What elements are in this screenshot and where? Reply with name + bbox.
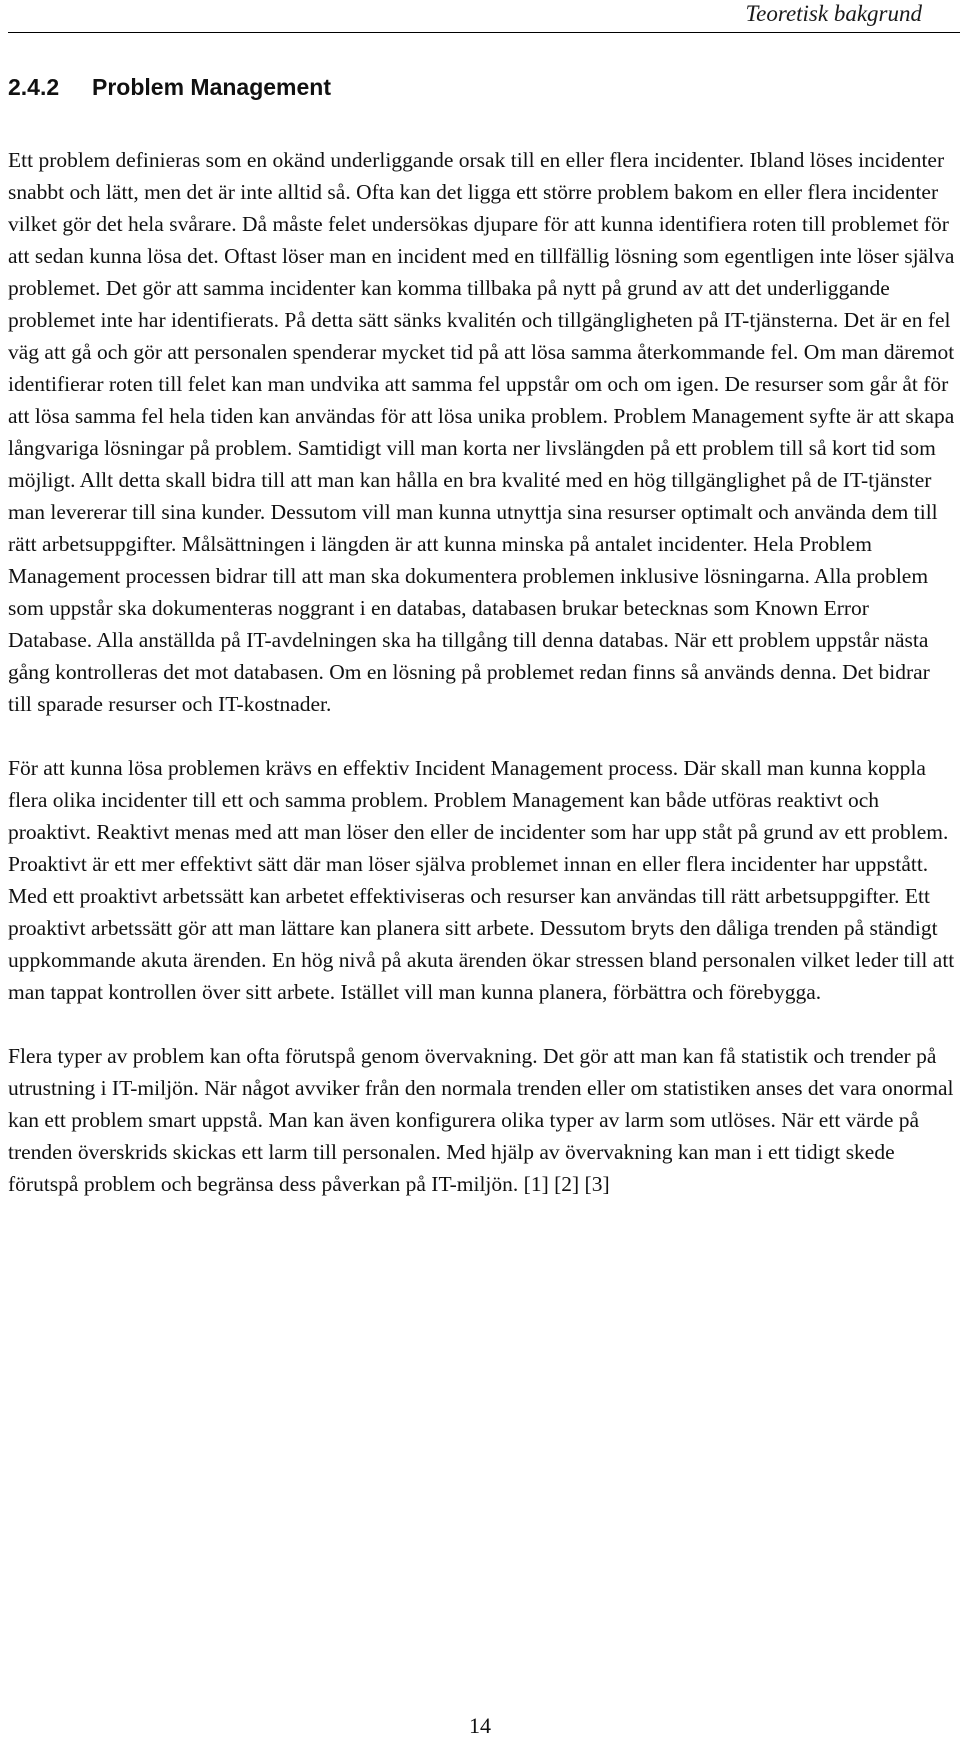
paragraph-1: Ett problem definieras som en okänd underliggande orsak till en eller flera incidenter. Ibland löses incidenter snabbt och lätt, men det är inte alltid så. Ofta kan det ligga ett större problem bakom en eller flera incidenter vilket gör det hela svårare. Då måste felet undersökas djupare för att kunna identifiera roten till problemet för att sedan kunna lösa det. Oftast löser man en incident med en tillfällig lösning som egentligen inte löser själva problemet. Det gör att samma incidenter kan komma tillbaka på nytt på grund av att det underliggande problemet inte har identifierats. På detta sätt sänks kvalitén och tillgängligheten på IT-tjänsterna. Det är en fel väg att gå och gör att personalen spenderar mycket tid på att lösa samma återkommande fel. Om man däremot identifierar roten till felet kan man undvika att samma fel uppstår om och om igen. De resurser som går åt för att lösa samma fel hela tiden kan användas för att lösa unika problem. Problem Management syfte är att skapa långvariga lösningar på problem. Samtidigt vill man korta ner livslängden på ett problem till så kort tid som möjligt. Allt detta skall bidra till att man kan hålla en bra kvalité med en hög tillgänglighet på de IT-tjänster man levererar till sina kunder. Dessutom vill man kunna utnyttja sina resurser optimalt och använda dem till rätt arbetsuppgifter. Målsättningen i längden är att kunna minska på antalet incidenter. Hela Problem Management processen bidrar till att man ska dokumentera problemen inklusive lösningarna. Alla problem som uppstår ska dokumenteras noggrant i en databas, databasen brukar betecknas som Known Error Database. Alla anställda på IT-avdelningen ska ha tillgång till denna databas. När ett problem uppstår nästa gång kontrolleras det mot databasen. Om en lösning på problemet redan finns så används denna. Det bidrar till sparade resurser och IT-kostnader.	[8, 148, 955, 716]
paragraph-2: För att kunna lösa problemen krävs en effektiv Incident Management process. Där skall man kunna koppla flera olika incidenter till ett och samma problem. Problem Management kan både utföras reaktivt och proaktivt. Reaktivt menas med att man löser den eller de incidenter som har upp ståt på grund av ett problem. Proaktivt är ett mer effektivt sätt där man löser själva problemet innan en eller flera incidenter har uppstått. Med ett proaktivt arbetssätt kan arbetet effektiviseras och resurser kan användas till rätt arbetsuppgifter. Ett proaktivt arbetssätt gör att man lättare kan planera sitt arbete. Dessutom bryts den dåliga trenden på ständigt uppkommande akuta ärenden. En hög nivå på akuta ärenden ökar stressen bland personalen vilket leder till att man tappat kontrollen över sitt arbete. Istället vill man kunna planera, förbättra och förebygga.	[8, 756, 955, 1004]
running-header: Teoretisk bakgrund	[745, 1, 922, 26]
page-number: 14	[469, 1713, 491, 1738]
section-number: 2.4.2	[8, 74, 60, 100]
section-heading	[8, 72, 331, 102]
paragraph-3: Flera typer av problem kan ofta förutspå genom övervakning. Det gör att man kan få statistik och trender på utrustning i IT-miljön. När något avviker från den normala trenden eller om statistiken anses det vara onormal kan ett problem smart uppstå. Man kan även konfigurera olika typer av larm som utlöses. När ett värde på trenden överskrids skickas ett larm till personalen. Med hjälp av övervakning kan man i ett tidigt skede förutspå problem och begränsa dess påverkan på IT-miljön. [1] [2] [3]	[8, 1044, 954, 1196]
section-title: Problem Management	[92, 74, 331, 100]
header-rule	[8, 32, 960, 33]
body-text	[8, 144, 956, 1232]
